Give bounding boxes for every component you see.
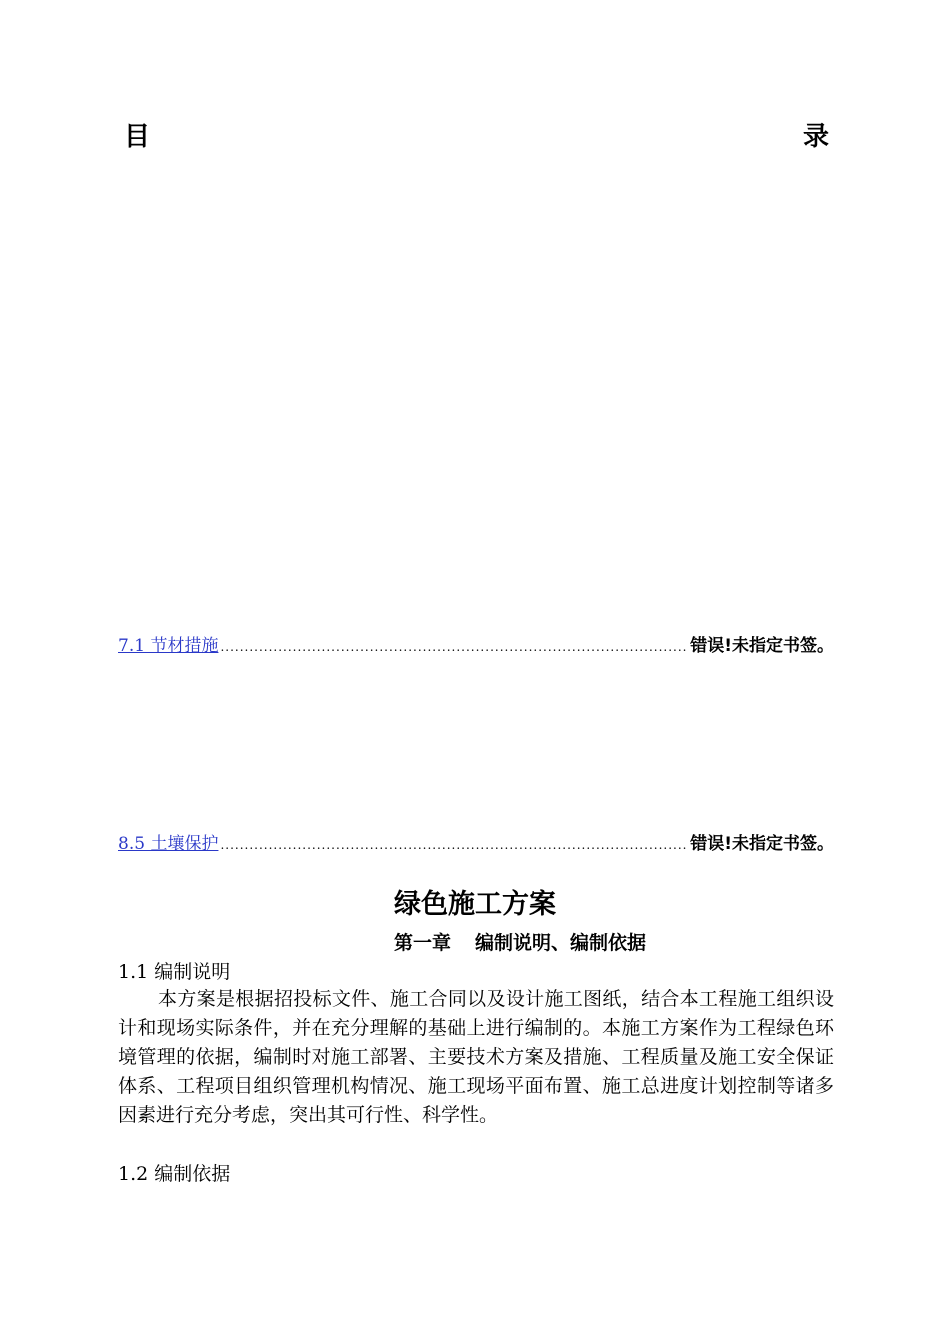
toc-leader-dots — [220, 838, 688, 852]
toc-error-text: 错误!未指定书签。 — [690, 834, 834, 854]
toc-link-7-1[interactable]: 7.1 节材措施 — [118, 636, 219, 656]
toc-error-text: 错误!未指定书签。 — [690, 636, 834, 656]
toc-leader-dots — [220, 640, 688, 654]
toc-heading-left: 目 — [124, 122, 151, 152]
toc-heading-right: 录 — [803, 122, 830, 152]
toc-entry — [118, 631, 834, 656]
section-heading-1-2: 1.2 编制依据 — [118, 1163, 231, 1185]
body-paragraph: 本方案是根据招投标文件、施工合同以及设计施工图纸，结合本工程施工组织设计和现场实际条件，并在充分理解的基础上进行编制的。本施工方案作为工程绿色环境管理的依据，编制时对施工部署、主要技术方案及措施、工程质量及施工安全保证体系、工程项目组织管理机构情况、施工现场平面布置、施工总进度计划控制等诸多因素进行充分考虑，突出其可行性、科学性。 — [118, 988, 834, 1126]
toc-entry — [118, 829, 834, 854]
document-title: 绿色施工方案 — [394, 889, 556, 920]
section-heading-1-1: 1.1 编制说明 — [118, 961, 231, 983]
toc-link-8-5[interactable]: 8.5 土壤保护 — [118, 834, 219, 854]
chapter-heading — [0, 928, 950, 955]
chapter-number: 第一章 — [393, 932, 451, 954]
chapter-title: 编制说明、编制依据 — [475, 932, 647, 954]
